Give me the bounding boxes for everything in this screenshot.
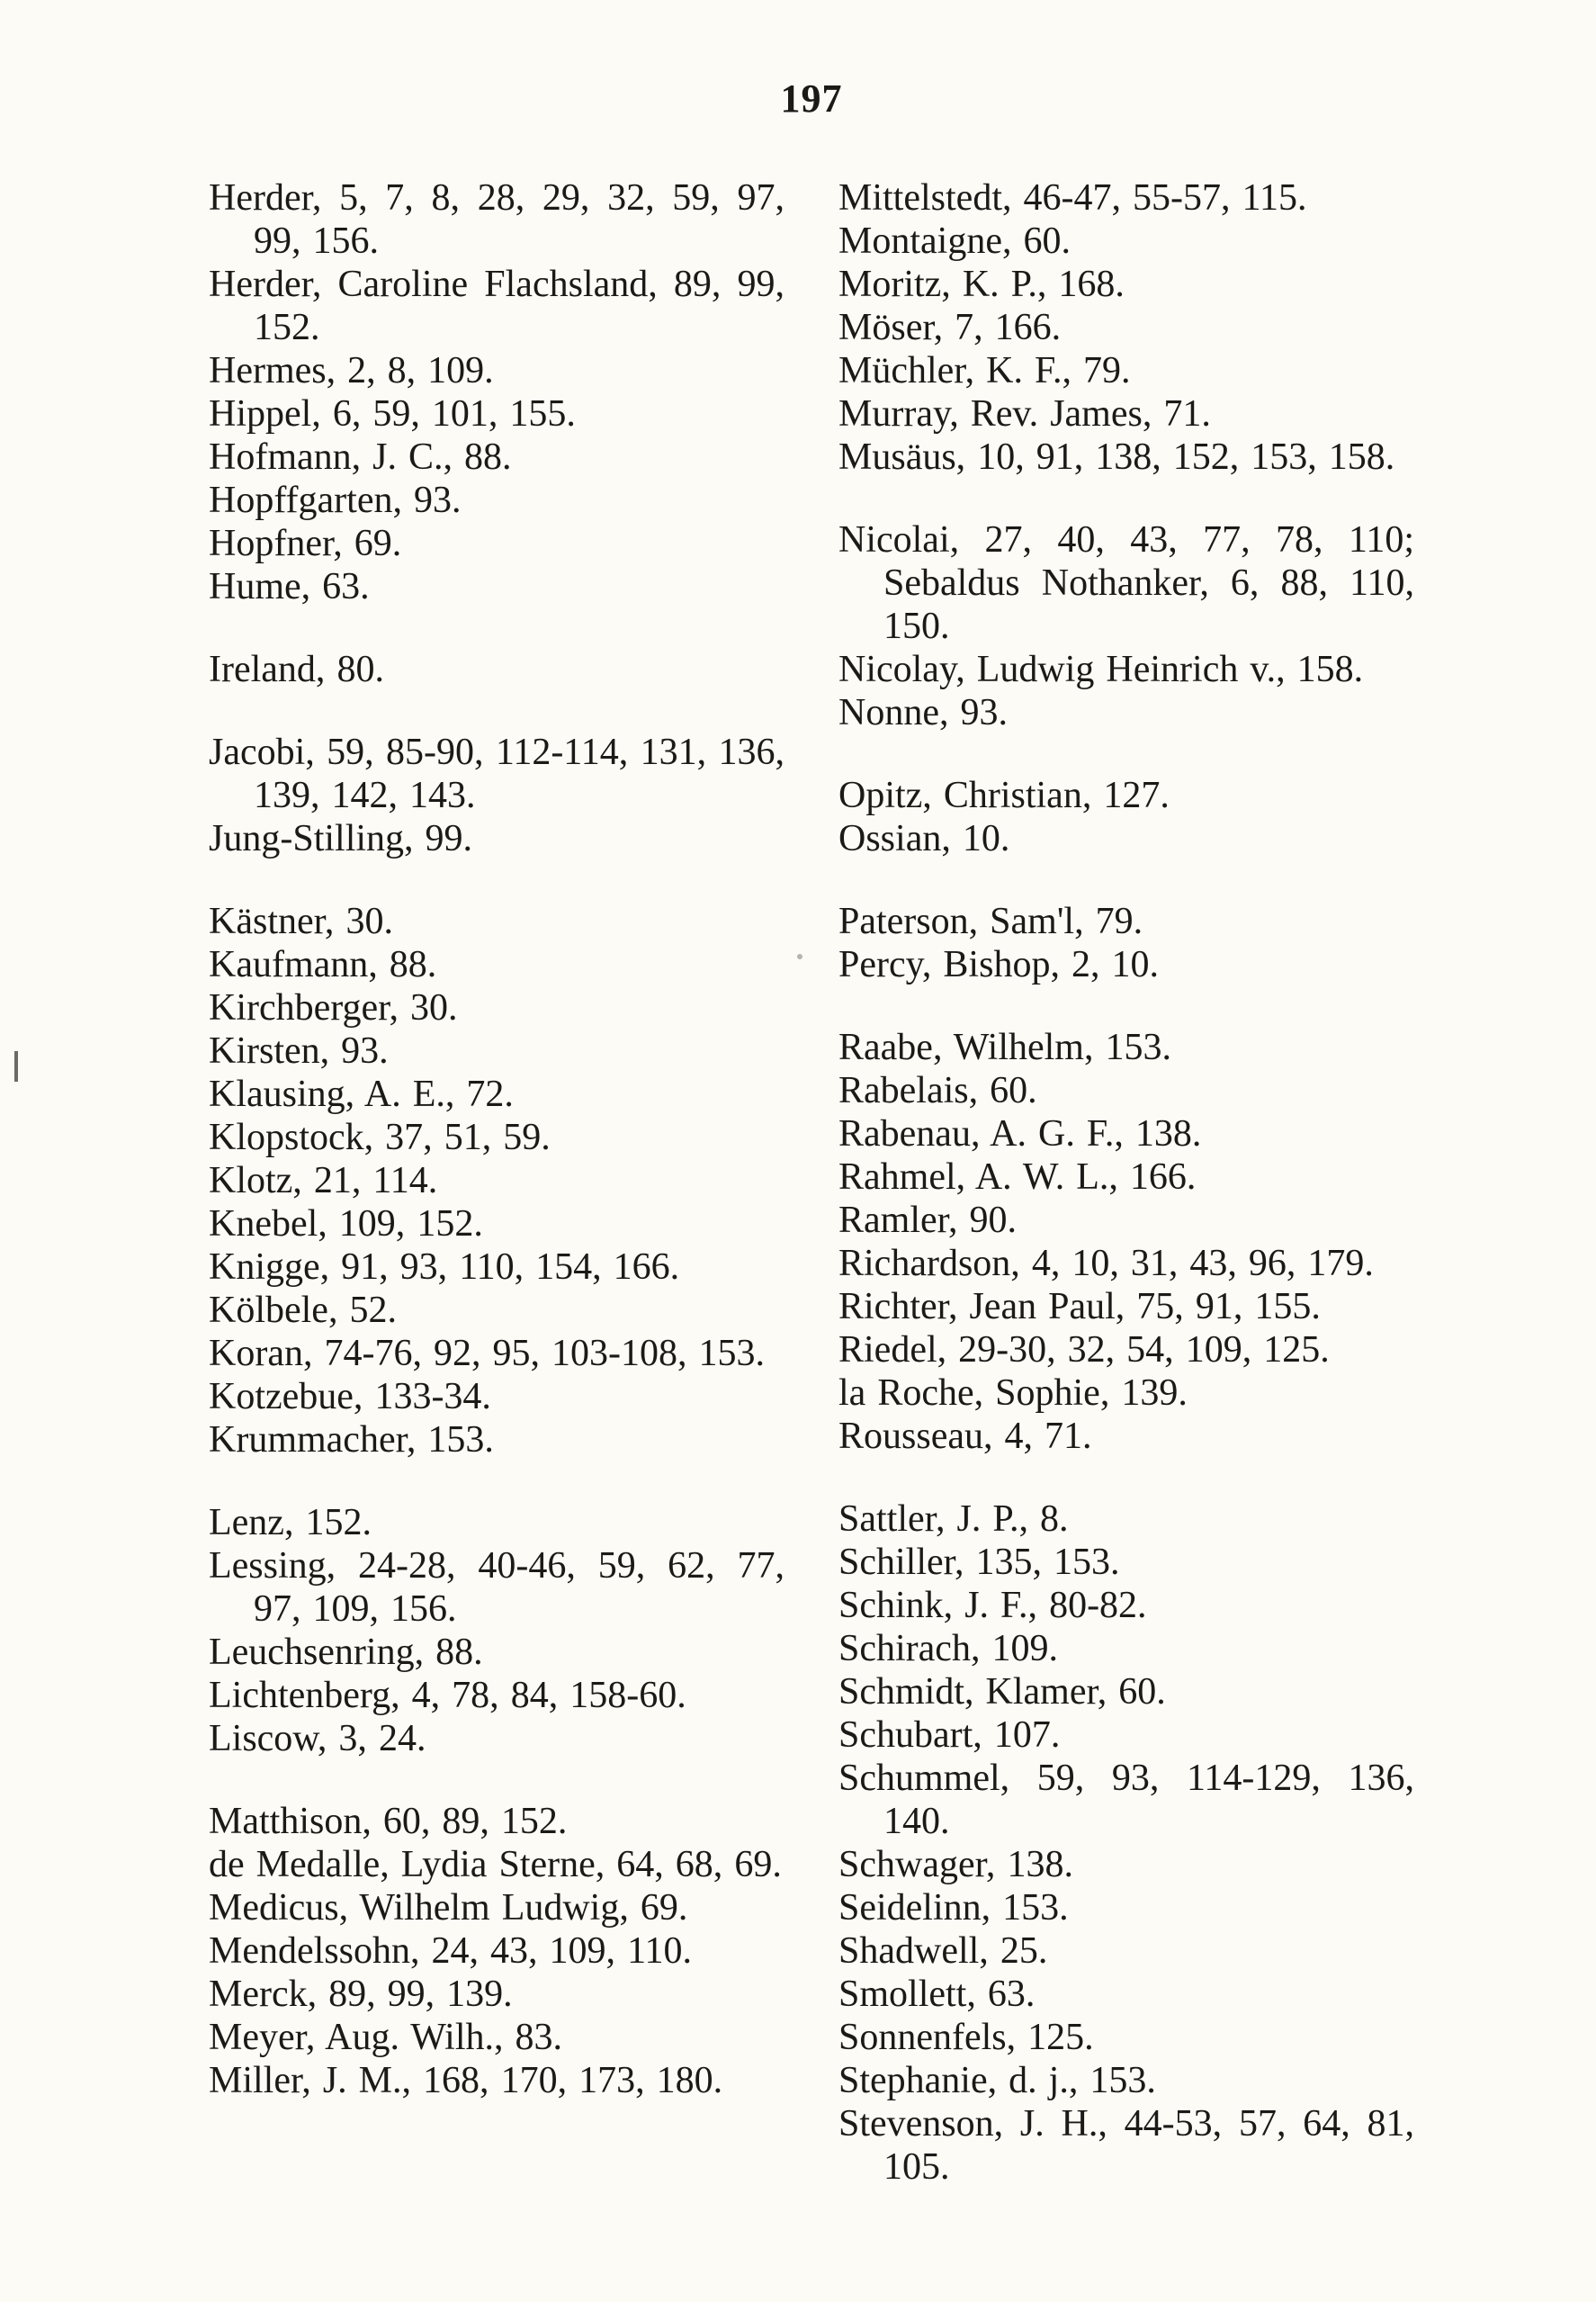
index-group-J (209, 731, 785, 860)
index-entry: Hopfner, 69. (209, 523, 402, 564)
index-entry: Klotz, 21, 114. (209, 1160, 438, 1201)
index-entry: Knigge, 91, 93, 110, 154, 166. (209, 1246, 680, 1288)
index-entry: Schwager, 138. (838, 1844, 1073, 1885)
index-entry: Rabenau, A. G. F., 138. (838, 1113, 1202, 1155)
index-entry: de Medalle, Lydia Sterne, 64, 68, 69. (209, 1844, 782, 1885)
index-entry: Klausing, A. E., 72. (209, 1074, 514, 1115)
index-group-H (209, 176, 785, 608)
index-entry: Liscow, 3, 24. (209, 1718, 426, 1759)
index-entry: Schiller, 135, 153. (838, 1542, 1120, 1583)
index-entry: Nonne, 93. (838, 692, 1008, 733)
index-entry: Klopstock, 37, 51, 59. (209, 1117, 551, 1158)
index-entry: Merck, 89, 99, 139. (209, 1974, 513, 2015)
index-entry: Raabe, Wilhelm, 153. (838, 1027, 1171, 1068)
index-group-N (838, 518, 1414, 734)
index-group-K (209, 900, 785, 1461)
index-entry: Matthison, 60, 89, 152. (209, 1801, 568, 1842)
index-entry: Leuchsenring, 88. (209, 1632, 483, 1673)
index-entry: Moritz, K. P., 168. (838, 264, 1125, 305)
index-entry: Stephanie, d. j., 153. (838, 2060, 1156, 2101)
index-entry: Mittelstedt, 46-47, 55-57, 115. (838, 177, 1307, 219)
index-entry: Herder, Caroline Flachsland, 89, 99, 152. (209, 264, 785, 348)
index-entry: Rabelais, 60. (838, 1070, 1037, 1111)
index-columns (209, 176, 1414, 2189)
page-number: 197 (780, 76, 843, 121)
index-entry: Knebel, 109, 152. (209, 1203, 483, 1245)
index-entry: Ireland, 80. (209, 649, 384, 690)
index-entry: Mendelssohn, 24, 43, 109, 110. (209, 1930, 693, 1972)
scan-artifact-speck (797, 954, 802, 959)
index-entry: Krummacher, 153. (209, 1419, 494, 1461)
index-entry: Hume, 63. (209, 566, 370, 607)
index-entry: Schummel, 59, 93, 114-129, 136, 140. (838, 1758, 1414, 1842)
index-group-S (838, 1497, 1414, 2189)
index-entry: Musäus, 10, 91, 138, 152, 153, 158. (838, 436, 1395, 478)
index-entry: Stevenson, J. H., 44-53, 57, 64, 81, 105. (838, 2103, 1414, 2188)
index-entry: Kästner, 30. (209, 901, 393, 942)
index-entry: Rahmel, A. W. L., 166. (838, 1156, 1197, 1198)
index-entry: Kölbele, 52. (209, 1290, 397, 1331)
index-column-left (209, 176, 785, 2189)
index-entry: Richardson, 4, 10, 31, 43, 96, 179. (838, 1243, 1374, 1284)
index-entry: Ossian, 10. (838, 818, 1010, 859)
index-entry: Lenz, 152. (209, 1502, 372, 1543)
index-entry: Sattler, J. P., 8. (838, 1498, 1069, 1540)
index-entry: Montaigne, 60. (838, 220, 1071, 262)
index-group-O (838, 774, 1414, 860)
index-entry: Lessing, 24-28, 40-46, 59, 62, 77, 97, 109, 156. (209, 1545, 785, 1630)
index-entry: Smollett, 63. (838, 1974, 1036, 2015)
index-entry: Jacobi, 59, 85-90, 112-114, 131, 136, 139, 142, 143. (209, 732, 785, 816)
index-entry: Paterson, Sam'l, 79. (838, 901, 1143, 942)
index-entry: Herder, 5, 7, 8, 28, 29, 32, 59, 97, 99, 156. (209, 177, 785, 262)
index-entry: Kirchberger, 30. (209, 987, 458, 1029)
index-entry: Kotzebue, 133-34. (209, 1376, 491, 1417)
index-entry: Hippel, 6, 59, 101, 155. (209, 393, 576, 435)
index-entry: Percy, Bishop, 2, 10. (838, 944, 1159, 985)
index-entry: Möser, 7, 166. (838, 307, 1062, 348)
index-group-R (838, 1026, 1414, 1458)
index-entry: Miller, J. M., 168, 170, 173, 180. (209, 2060, 723, 2101)
index-entry: Seidelinn, 153. (838, 1887, 1069, 1929)
index-group-L (209, 1501, 785, 1760)
index-entry: Schubart, 107. (838, 1714, 1061, 1756)
index-entry: Opitz, Christian, 127. (838, 775, 1170, 816)
index-entry: Hofmann, J. C., 88. (209, 436, 512, 478)
index-entry: Nicolay, Ludwig Heinrich v., 158. (838, 649, 1364, 690)
index-entry: Müchler, K. F., 79. (838, 350, 1131, 391)
index-entry: Richter, Jean Paul, 75, 91, 155. (838, 1286, 1321, 1327)
index-entry: la Roche, Sophie, 139. (838, 1372, 1188, 1414)
index-entry: Kirsten, 93. (209, 1030, 389, 1072)
index-entry: Murray, Rev. James, 71. (838, 393, 1211, 435)
index-entry: Jung-Stilling, 99. (209, 818, 473, 859)
index-entry: Ramler, 90. (838, 1200, 1017, 1241)
index-entry: Lichtenberg, 4, 78, 84, 158-60. (209, 1675, 686, 1716)
scan-artifact-mark (14, 1051, 18, 1082)
index-entry: Rousseau, 4, 71. (838, 1416, 1092, 1457)
index-entry: Sonnenfels, 125. (838, 2017, 1094, 2058)
index-entry: Medicus, Wilhelm Ludwig, 69. (209, 1887, 688, 1929)
index-entry: Kaufmann, 88. (209, 944, 437, 985)
index-entry: Schink, J. F., 80-82. (838, 1585, 1147, 1626)
index-group-M (209, 1800, 785, 2102)
index-entry: Koran, 74-76, 92, 95, 103-108, 153. (209, 1333, 766, 1374)
index-group-M (838, 176, 1414, 479)
index-entry: Riedel, 29-30, 32, 54, 109, 125. (838, 1329, 1330, 1371)
index-entry: Nicolai, 27, 40, 43, 77, 78, 110; Sebaldus Nothanker, 6, 88, 110, 150. (838, 519, 1414, 647)
index-group-I (209, 648, 785, 691)
index-entry: Hermes, 2, 8, 109. (209, 350, 494, 391)
index-entry: Schirach, 109. (838, 1628, 1058, 1669)
index-entry: Meyer, Aug. Wilh., 83. (209, 2017, 563, 2058)
index-group-P (838, 900, 1414, 986)
index-entry: Shadwell, 25. (838, 1930, 1048, 1972)
index-entry: Hopffgarten, 93. (209, 480, 462, 521)
index-entry: Schmidt, Klamer, 60. (838, 1671, 1166, 1713)
index-column-right (838, 176, 1414, 2189)
